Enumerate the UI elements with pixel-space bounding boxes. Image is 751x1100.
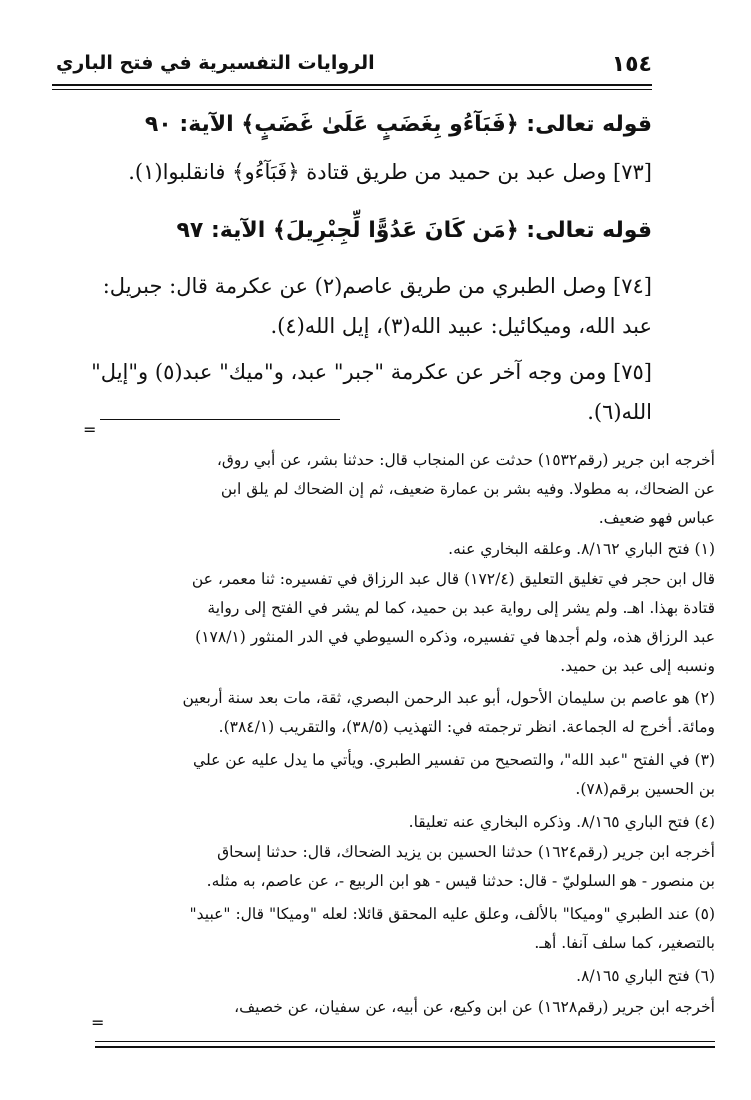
footnote-1-line: قتادة بهذا. اهـ. ولم يشر إلى رواية عبد بن حميد، كما لم يشر في الفتح إلى رواية	[207, 599, 715, 617]
footnote-6-line: أخرجه ابن جرير (رقم١٦٢٨) عن ابن وكيع، عن أبيه، عن سفيان، عن خصيف،	[234, 998, 715, 1016]
narration-73: [٧٣] وصل عبد بن حميد من طريق قتادة ﴿فَبَآءُو﴾ فانقلبوا(١).	[128, 160, 652, 184]
header-rule-thin	[52, 89, 652, 90]
footer-rule	[95, 1046, 715, 1048]
footnote-4-line: أخرجه ابن جرير (رقم١٦٢٤) حدثنا الحسين بن يزيد الضحاك، قال: حدثنا إسحاق	[217, 843, 715, 861]
footnote-4-line: بن منصور - هو السلوليّ - قال: حدثنا قيس - هو ابن الربيع -، عن عاصم، به مثله.	[206, 872, 715, 890]
footnote-5-line: بالتصغير، كما سلف آنفا. أهـ.	[534, 934, 715, 952]
narration-74-cont: عبد الله، وميكائيل: عبيد الله(٣)، إيل الله(٤).	[270, 314, 652, 338]
footnote-separator	[100, 419, 340, 420]
footnote-4: (٤) فتح الباري ٨/١٦٥. وذكره البخاري عنه تعليقا.	[408, 813, 715, 831]
footnote-1-line: ونسبه إلى عبد بن حميد.	[560, 657, 715, 675]
footnote-1-line: قال ابن حجر في تغليق التعليق (١٧٢/٤) قال عبد الرزاق في تفسيره: ثنا معمر، عن	[191, 570, 715, 588]
footnote-cont-line: عن الضحاك، به مطولا. وفيه بشر بن عمارة ضعيف، ثم إن الضحاك لم يلق ابن	[220, 480, 715, 498]
footnote-1: (١) فتح الباري ٨/١٦٢. وعلقه البخاري عنه.	[448, 540, 715, 558]
footnote-cont-line: أخرجه ابن جرير (رقم١٥٣٢) حدثت عن المنجاب قال: حدثنا بشر، عن أبي روق،	[216, 451, 715, 469]
footnote-3-line: بن الحسين برقم(٧٨).	[575, 780, 715, 798]
narration-74: [٧٤] وصل الطبري من طريق عاصم(٢) عن عكرمة قال: جبريل:	[102, 274, 652, 298]
footnote-6: (٦) فتح الباري ٨/١٦٥.	[576, 967, 715, 985]
footnote-2: (٢) هو عاصم بن سليمان الأحول، أبو عبد الرحمن البصري، ثقة، مات بعد سنة أربعين	[182, 689, 715, 707]
verse-heading-90: قوله تعالى: ﴿فَبَآءُو بِغَضَبٍ عَلَىٰ غَضَبٍ﴾ الآية: ٩٠	[144, 112, 652, 137]
page-number: ١٥٤	[611, 52, 652, 77]
header-rule	[52, 84, 652, 86]
continuation-marker: =	[83, 420, 97, 439]
page-header	[52, 46, 652, 86]
verse-heading-97: قوله تعالى: ﴿مَن كَانَ عَدُوًّا لِّجِبْرِيلَ﴾ الآية: ٩٧	[176, 218, 652, 243]
footnote-2-line: ومائة. أخرج له الجماعة. انظر ترجمته في: التهذيب (٣٨/٥)، والتقريب (٣٨٤/١).	[218, 718, 715, 736]
footnote-1-line: عبد الرزاق هذه، ولم أجدها في تفسيره، وذكره السيوطي في الدر المنثور (١٧٨/١)	[195, 628, 715, 646]
running-title: الروايات التفسيرية في فتح الباري	[56, 52, 375, 74]
narration-75: [٧٥] ومن وجه آخر عن عكرمة "جبر" عبد، و"ميك" عبد(٥) و"إيل" الله(٦).	[91, 360, 652, 424]
continuation-marker-end: =	[91, 1013, 105, 1032]
footnote-cont-line: عباس فهو ضعيف.	[598, 509, 715, 527]
footer-rule-thin	[95, 1041, 715, 1042]
footnote-3: (٣) في الفتح "عبد الله"، والتصحيح من تفسير الطبري. ويأتي ما يدل عليه عن علي	[193, 751, 715, 769]
footnote-5: (٥) عند الطبري "وميكا" بالألف، وعلق عليه المحقق قائلا: لعله "وميكا" قال: "عبيد"	[189, 905, 715, 923]
